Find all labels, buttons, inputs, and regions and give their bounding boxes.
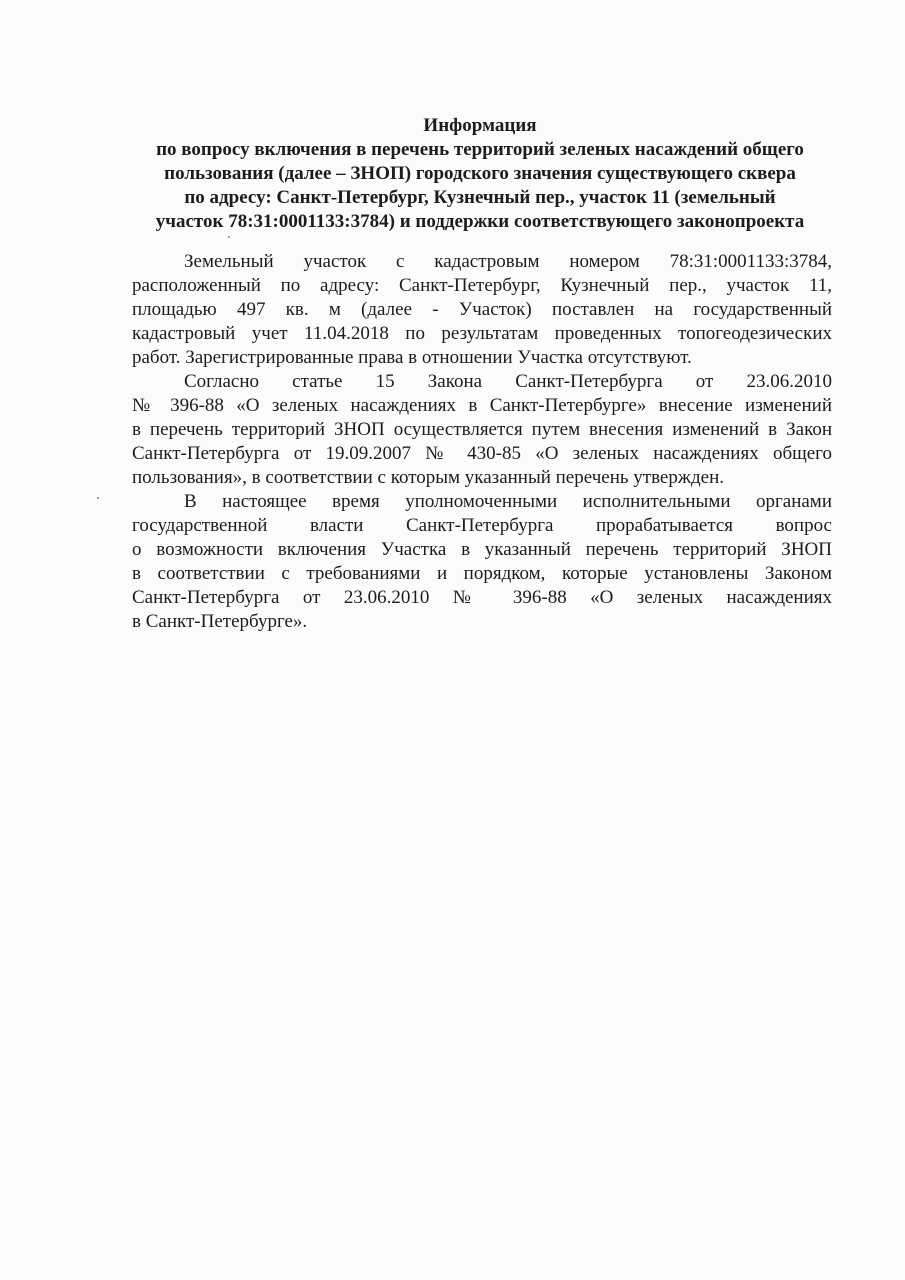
document-body (132, 250, 832, 634)
paragraph-line: расположенный по адресу: Санкт-Петербург, Кузнечный пер., участок 11, (132, 275, 832, 296)
paragraph-line: площадью 497 кв. м (далее - Участок) поставлен на государственный (132, 299, 832, 320)
paragraph-line: в Санкт-Петербурге». (132, 611, 308, 632)
paragraph-line: Санкт-Петербурга от 19.09.2007 № 430-85 «О зеленых насаждениях общего (132, 443, 832, 464)
paragraph-line: кадастровый учет 11.04.2018 по результатам проведенных топогеодезических (132, 323, 832, 344)
paragraph-3 (132, 490, 832, 634)
title-line: Информация (423, 115, 537, 136)
title-line: пользования (далее – ЗНОП) городского значения существующего сквера (164, 163, 796, 184)
paragraph-line: государственной власти Санкт-Петербурга прорабатывается вопрос (132, 515, 832, 536)
paragraph-line: в соответствии с требованиями и порядком, которые установлены Законом (132, 563, 832, 584)
title-line: по адресу: Санкт-Петербург, Кузнечный пер., участок 11 (земельный (184, 187, 776, 208)
paragraph-line: Согласно статье 15 Закона Санкт-Петербурга от 23.06.2010 (184, 371, 832, 392)
paragraph-line: Земельный участок с кадастровым номером 78:31:0001133:3784, (184, 251, 832, 272)
paragraph-line: работ. Зарегистрированные права в отношении Участка отсутствуют. (132, 347, 692, 368)
paragraph-2 (132, 370, 832, 490)
document-title (130, 114, 830, 234)
paragraph-line: Санкт-Петербурга от 23.06.2010 № 396-88 «О зеленых насаждениях (132, 587, 832, 608)
paragraph-line: В настоящее время уполномоченными исполнительными органами (184, 491, 832, 512)
title-line: участок 78:31:0001133:3784) и поддержки соответствующего законопроекта (155, 211, 805, 232)
paragraph-line: № 396-88 «О зеленых насаждениях в Санкт-Петербурге» внесение изменений (132, 395, 832, 416)
scan-speck (97, 497, 99, 499)
scan-speck (228, 236, 230, 238)
paragraph-1 (132, 250, 832, 370)
paragraph-line: пользования», в соответствии с которым указанный перечень утвержден. (132, 467, 725, 488)
title-line: по вопросу включения в перечень территорий зеленых насаждений общего (156, 139, 804, 160)
paragraph-line: о возможности включения Участка в указанный перечень территорий ЗНОП (132, 539, 832, 560)
paragraph-line: в перечень территорий ЗНОП осуществляется путем внесения изменений в Закон (132, 419, 832, 440)
